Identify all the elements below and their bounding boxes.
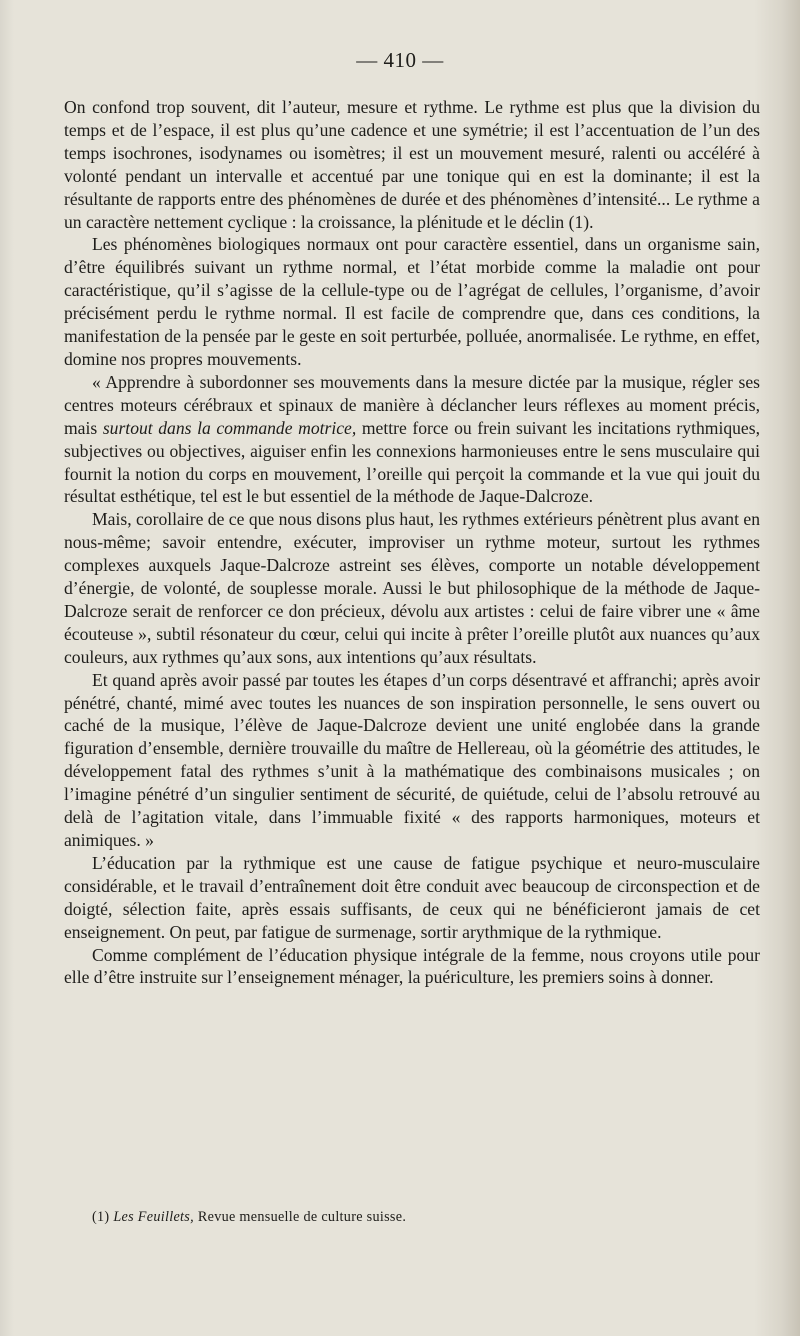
body-text [64, 96, 760, 989]
paragraph-complement: Comme complément de l’éducation physique intégrale de la femme, nous croyons utile pour elle d’être instruite sur l’enseignement ménager, la puériculture, les premiers soins à donner. [64, 944, 760, 988]
footnote [92, 1209, 406, 1226]
footnote-source-title: Les Feuillets, [113, 1209, 194, 1225]
page-number: — 410 — [356, 48, 444, 72]
paragraph-fatigue: L’éducation par la rythmique est une cause de fatigue psychique et neuro-musculaire considérable, et le travail d’entraînement doit être conduit avec beaucoup de circonspection et de doigté, sélection faite, après essais suffisants, de ceux qui ne bénéficieront jamais de cet enseignement. On peut, par fatigue de surmenage, sortir arythmique de la rythmique. [64, 852, 760, 942]
paragraph-ensemble: Et quand après avoir passé par toutes les étapes d’un corps désentravé et affranchi; après avoir pénétré, chanté, mimé avec toutes les nuances de son inspiration personnelle, le sens ouvert ou caché de la musique, l’élève de Jaque-Dalcroze devient une unité englobée dans la grande figuration d’ensemble, dernière trouvaille du maître de Hellereau, où la géométrie des attitudes, le développement fatal des rythmes s’unit à la mathématique des combinaisons musicales ; on l’imagine pénétré d’un singulier sentiment de sécurité, de quiétude, celui de l’absolu retrouvé au delà de l’agitation vitale, dans l’immuable fixité « des rapports harmoniques, moteurs et animiques. » [64, 669, 760, 850]
footnote-source-description: Revue mensuelle de culture suisse. [197, 1209, 407, 1225]
paragraph-biological-phenomena: Les phénomènes biologiques normaux ont pour caractère essentiel, dans un organisme sain, d’être équilibrés suivant un rythme normal, et l’état morbide comme la maladie ont pour caractéristique, qu’il s’agisse de la cellule-type ou de l’agrégat de cellules, l’organisme, d’avoir précisément perdu le rythme normal. Il est facile de comprendre que, dans ces conditions, la manifestation de la pensée par le geste en soit perturbée, polluée, anormalisée. Le rythme, en effet, domine nos propres mouvements. [64, 234, 760, 369]
paragraph-rhythm-definition: On confond trop souvent, dit l’auteur, mesure et rythme. Le rythme est plus que la division du temps et de l’espace, il est plus qu’une cadence et une symétrie; il est l’accentuation de l’un des temps isochrones, isodynames ou isomètres; il est un mouvement mesuré, ralenti ou accéléré à volonté pendant un intervalle et accentué par une tonique qui en est la dominante; il est la résultante de rapports entre des phénomènes de durée et des phénomènes d’intensité... Le rythme a un caractère nettement cyclique : la croissance, la plénitude et le déclin (1). [64, 97, 760, 232]
quote-text-start: « Apprendre à subordonner ses mouvements dans la mesure dictée par la musique, régler ses centres moteurs cérébraux et spinaux de manière à déclancher leurs réflexes au moment précis, mais [64, 371, 760, 438]
paragraph-quote-method [64, 371, 760, 508]
quote-italic-phrase: surtout dans la commande motrice, [102, 417, 357, 438]
quote-text-end: mettre force ou frein suivant les incitations rythmiques, subjectives ou objectives, aiguiser enfin les connexions harmonieuses entre le sens musculaire qui fournit la notion du corps en mouvement, l’oreille qui perçoit la commande et la vue qui jouit du résultat esthétique, tel est le but essentiel de la méthode de Jaque-Dalcroze. [64, 417, 760, 507]
footnote-marker: (1) [92, 1209, 110, 1225]
paragraph-corollary: Mais, corollaire de ce que nous disons plus haut, les rythmes extérieurs pénètrent plus avant en nous-même; savoir entendre, exécuter, improviser un rythme moteur, surtout les rythmes complexes auxquels Jaque-Dalcroze astreint ses élèves, comporte un notable développement d’énergie, de volonté, de souplesse morale. Aussi le but philosophique de la méthode de Jaque-Dalcroze serait de renforcer ce don précieux, dévolu aux artistes : celui de faire vibrer une « âme écouteuse », subtil résonateur du cœur, celui qui incite à prêter l’oreille plutôt aux nuances qu’aux couleurs, aux rythmes qu’aux sons, aux intentions qu’aux résultats. [64, 509, 760, 667]
